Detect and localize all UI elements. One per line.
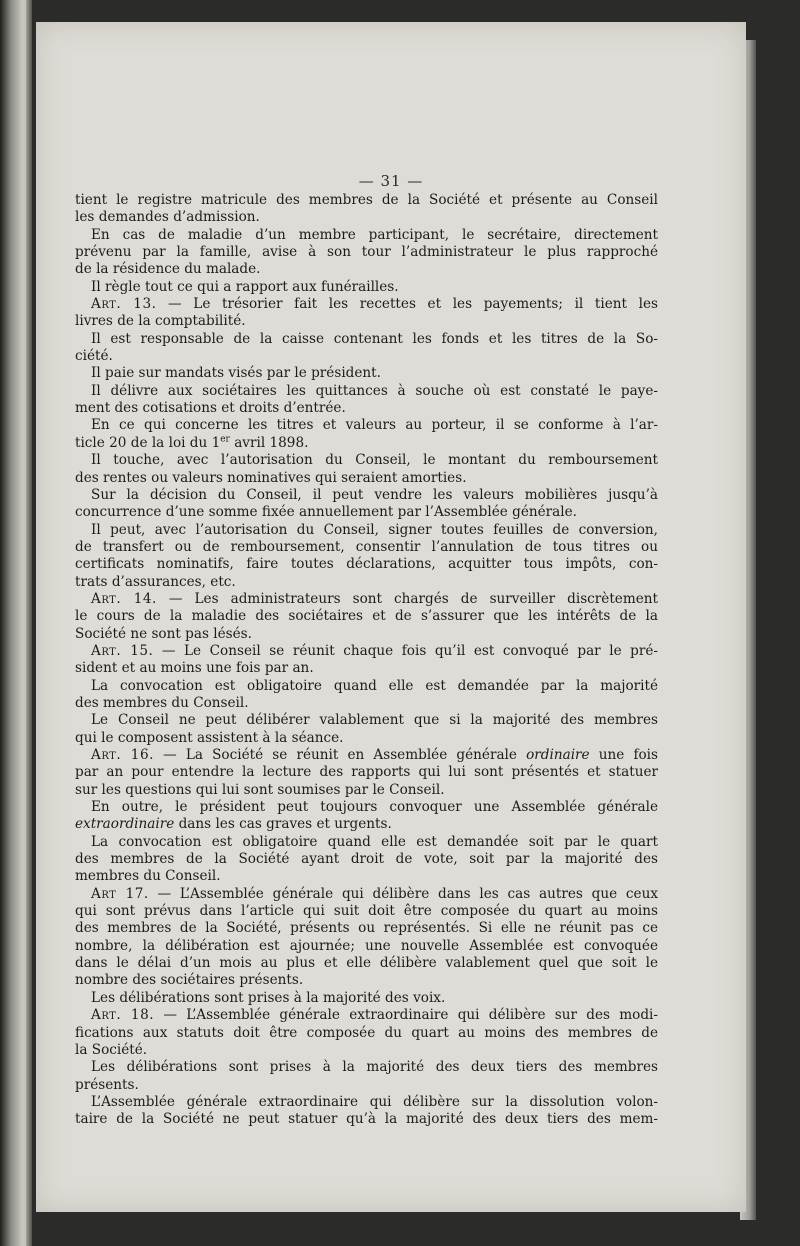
line-after: avril 1898. [229,434,309,451]
line-text: de transfert ou de remboursement, consentir l’annulation de tous titres ou [75,538,658,555]
text-line [75,608,658,625]
line-after: une fois [589,747,658,763]
line-text: présents. [75,1076,139,1093]
text-line [75,764,658,781]
line-text: Il peut, avec l’autorisation du Conseil, signer toutes feuilles de conversion, [91,521,658,538]
text-line [75,417,658,434]
line-text: certificats nominatifs, faire toutes déclarations, acquitter tous impôts, con- [75,556,658,573]
line-text: sident et au moins une fois par an. [75,660,314,677]
line-text: livres de la comptabilité. [75,313,246,330]
line-text: — La Société se réunit en Assemblée générale [153,747,527,763]
line-prefix: Art. 13. [91,296,157,313]
line-text: ment des cotisations et droits d’entrée. [75,400,346,417]
text-line [75,903,658,920]
text-line [75,747,658,764]
text-line [75,591,658,608]
text-line [75,244,658,261]
text-line [75,972,658,989]
text-line [75,574,658,591]
text-line [75,990,658,1007]
line-text: par an pour entendre la lecture des rapports qui lui sont présentés et statuer [75,764,658,781]
line-text: Il paie sur mandats visés par le président. [91,365,381,382]
page-number: — 31 — [358,172,424,190]
line-text: des membres du Conseil. [75,694,249,711]
line-text: nombre, la délibération est ajournée; une nouvelle Assemblée est convoquée [75,937,658,954]
text-line [75,1025,658,1042]
line-text: Société ne sont pas lésés. [75,625,252,642]
text-line [75,487,658,504]
line-prefix: Art. 16. [91,747,154,763]
line-text: nombre des sociétaires présents. [75,972,304,989]
line-text: fications aux statuts doit être composée du quart au moins des membres de [75,1024,658,1041]
line-text: des rentes ou valeurs nominatives qui seraient amorties. [75,469,467,486]
text-line [75,192,658,209]
line-text: Le Conseil ne peut délibérer valablement que si la majorité des membres [91,712,658,729]
line-text: sur les questions qui lui sont soumises par le Conseil. [75,781,445,798]
line-text: les demandes d’admission. [75,209,260,226]
text-line [75,782,658,799]
line-text: des membres de la Société ayant droit de vote, soit par la majorité des [75,851,658,868]
text-line [75,556,658,573]
facing-page-edge [0,0,32,1246]
body-text [75,192,658,1129]
text-line [75,660,658,677]
text-line [75,730,658,747]
line-text: — L’Assemblée générale qui délibère dans les cas autres que ceux [148,885,658,902]
line-text: la Société. [75,1041,148,1058]
text-line [75,920,658,937]
text-line [75,365,658,382]
line-text: La convocation est obligatoire quand elle est demandée soit par le quart [91,833,658,850]
text-line [75,279,658,296]
text-line [75,1059,658,1076]
text-line [75,1007,658,1024]
text-line [75,435,658,452]
text-line [75,227,658,244]
line-text: Les délibérations sont prises à la majorité des deux tiers des membres [91,1059,658,1076]
line-text: prévenu par la famille, avise à son tour l’administrateur le plus rapproché [75,244,658,261]
line-sup: er [220,434,230,445]
line-text: Il règle tout ce qui a rapport aux funérailles. [91,278,399,295]
text-line [75,834,658,851]
text-line [75,209,658,226]
text-line [75,712,658,729]
text-line [75,1094,658,1111]
line-text: — Le trésorier fait les recettes et les payements; il tient les [156,296,658,313]
text-line [75,331,658,348]
line-text: — L’Assemblée générale extraordinaire qui délibère sur des modi- [154,1007,658,1024]
text-line [75,678,658,695]
text-line [75,383,658,400]
line-text: ciété. [75,348,113,365]
line-text: — Les administrateurs sont chargés de surveiller discrètement [156,590,658,607]
text-line [75,1077,658,1094]
text-line [75,851,658,868]
line-text: dans le délai d’un mois au plus et elle délibère valablement quel que soit le [75,955,658,972]
line-prefix: Art 17. [91,885,149,902]
text-line [75,955,658,972]
line-prefix: Art. 14. [91,590,157,607]
text-line [75,695,658,712]
line-prefix: Art. 18. [91,1007,155,1024]
line-text: — Le Conseil se réunit chaque fois qu’il est convoqué par le pré- [153,642,658,659]
text-line [75,868,658,885]
line-text: taire de la Société ne peut statuer qu’à la majorité des deux tiers des mem- [75,1111,658,1128]
line-text: qui le composent assistent à la séance. [75,729,344,746]
line-text: En cas de maladie d’un membre participant, le secrétaire, directement [91,226,658,243]
line-text: membres du Conseil. [75,868,221,885]
line-text: Les délibérations sont prises à la majorité des voix. [91,989,446,1006]
line-text: le cours de la maladie des sociétaires et de s’assurer que les intérêts de la [75,608,658,625]
text-line [75,348,658,365]
line-text: L’Assemblée générale extraordinaire qui délibère sur la dissolution volon- [91,1093,658,1110]
text-line [75,522,658,539]
line-text: qui sont prévus dans l’article qui suit doit être composée du quart au moins [75,903,658,920]
line-em_first: extraordinaire [75,816,175,833]
text-line [75,799,658,816]
line-text: ticle 20 de la loi du 1 [75,434,221,451]
text-line [75,643,658,660]
line-text: concurrence d’une somme fixée annuellement par l’Assemblée générale. [75,504,577,521]
line-text: dans les cas graves et urgents. [174,816,392,833]
text-line [75,539,658,556]
text-line [75,938,658,955]
line-text: tient le registre matricule des membres de la Société et présente au Conseil [75,192,658,208]
text-line [75,400,658,417]
line-text: Il touche, avec l’autorisation du Conseil, le montant du remboursement [91,452,658,469]
line-em: ordinaire [526,747,590,763]
text-line [75,452,658,469]
text-line [75,816,658,833]
text-line [75,1111,658,1128]
text-line [75,296,658,313]
text-line [75,886,658,903]
line-text: de la résidence du malade. [75,261,261,278]
text-line [75,626,658,643]
text-line [75,504,658,521]
line-text: La convocation est obligatoire quand elle est demandée par la majorité [91,677,658,694]
line-text: Il est responsable de la caisse contenant les fonds et les titres de la So- [91,330,658,347]
line-text: trats d’assurances, etc. [75,573,236,590]
line-prefix: Art. 15. [91,642,154,659]
text-line [75,261,658,278]
text-line [75,470,658,487]
line-text: Sur la décision du Conseil, il peut vendre les valeurs mobilières jusqu’à [91,486,658,503]
text-line [75,313,658,330]
text-line [75,1042,658,1059]
line-text: En outre, le président peut toujours convoquer une Assemblée générale [91,799,658,816]
line-text: Il délivre aux sociétaires les quittances à souche où est constaté le paye- [91,382,658,399]
line-text: des membres de la Société, présents ou représentés. Si elle ne réunit pas ce [75,920,658,937]
line-text: En ce qui concerne les titres et valeurs au porteur, il se conforme à l’ar- [91,417,658,434]
document-page [36,22,746,1212]
